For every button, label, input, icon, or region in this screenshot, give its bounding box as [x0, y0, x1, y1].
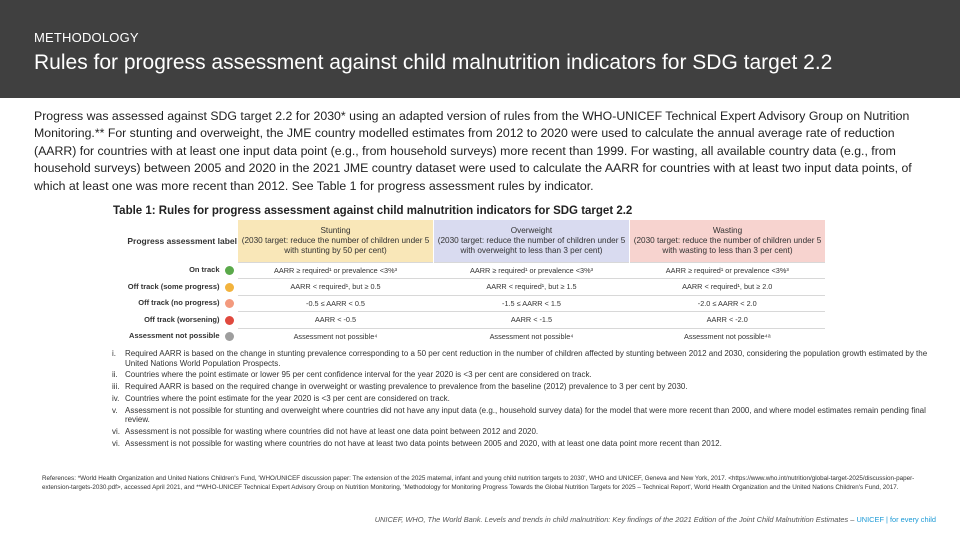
- footer-citation: [375, 515, 936, 524]
- table-caption: Table 1: Rules for progress assessment against child malnutrition indicators for SDG target 2.2: [113, 205, 633, 217]
- row-label: Assessment not possible: [113, 328, 238, 344]
- note-item: v. Assessment is not possible for stunting and overweight where countries did not have any input data (e.g., household survey data) for the model that were more recent than 2000, and where model estimates remain pending final review.: [112, 405, 926, 425]
- page-title: Rules for progress assessment against child malnutrition indicators for SDG target 2.2: [34, 51, 833, 74]
- table-cell: AARR < required¹, but ≥ 1.5: [434, 279, 630, 296]
- table-row-some-progress: [113, 279, 825, 296]
- column-header-stunting: [238, 220, 434, 262]
- rules-table: [113, 220, 825, 344]
- table-row-not-possible: [113, 328, 825, 344]
- row-label: Off track (worsening): [113, 312, 238, 329]
- column-target: (2030 target: reduce the number of children under 5 with overweight to less than 3 per cent): [437, 235, 626, 255]
- table-cell: AARR < -2.0: [630, 312, 826, 329]
- table-notes: [112, 349, 942, 451]
- intro-paragraph: Progress was assessed against SDG target 2.2 for 2030* using an adapted version of rules from the WHO-UNICEF Technical Expert Advisory Group on Nutrition Monitoring.** For stunting and overweight, the JME country modelled estimates from 2012 to 2020 were used to calculate the annual average rate of reduction (AARR) for countries with at least one input data point (e.g., from household surveys) more recent than 1999. For wasting, all available country data (e.g., from household surveys) between 2005 and 2020 in the 2021 JME country dataset were used to calculate the AARR for countries with at least two input data points, of which at least one was more recent than 2012. See Table 1 for progress assessment rules by indicator.: [34, 109, 912, 193]
- footer-text: UNICEF, WHO, The World Bank. Levels and trends in child malnutrition: Key findings of the 2021 Edition of the Joint Child Malnutrition Estimates –: [374, 515, 855, 524]
- status-dot-icon: [225, 283, 234, 292]
- table-cell: AARR ≥ required¹ or prevalence <3%³: [434, 262, 630, 279]
- table-row-worsening: [113, 312, 825, 329]
- table-cell: -1.5 ≤ AARR < 1.5: [434, 295, 630, 312]
- references: References: *World Health Organization and United Nations Children's Fund, 'WHO/UNICEF discussion paper: The extension of the 2025 maternal, infant and young child nutrition targets to 2030', WHO and UNICEF, Geneva and New York, 2017. <https://www.who.int/nutrition/global-target-2025/discussion-paper-extension-targets-2030.pdf>, accessed April 2021, and **WHO-UNICEF Technical Expert Advisory Group on Nutrition Monitoring, 'Methodology for Monitoring Progress Towards the Global Nutrition Targets for 2025 – Technical Report', World Health Organization and the United Nations Children's Fund, 2017.: [42, 475, 915, 491]
- section-label: METHODOLOGY: [34, 30, 139, 45]
- status-dot-icon: [225, 332, 234, 341]
- table-cell: Assessment not possible⁴: [434, 328, 630, 344]
- table-cell: Assessment not possible⁴ᵃ: [630, 328, 826, 344]
- table-cell: AARR < required¹, but ≥ 0.5: [238, 279, 434, 296]
- status-dot-icon: [225, 266, 234, 275]
- note-item: vi. Assessment is not possible for wasting where countries did not have at least one data point between 2012 and 2020.: [112, 427, 539, 437]
- table-cell: Assessment not possible⁴: [238, 328, 434, 344]
- note-item: vi. Assessment is not possible for wasting where countries do not have at least two data points between 2005 and 2020, with at least one data point more recent than 2012.: [112, 438, 722, 448]
- note-item: iv. Countries where the point estimate for the year 2020 is <3 per cent are considered on track.: [112, 393, 450, 403]
- header-bar: [0, 0, 960, 98]
- table-cell: -0.5 ≤ AARR < 0.5: [238, 295, 434, 312]
- note-item: i. Required AARR is based on the change in stunting prevalence corresponding to a 50 per cent reduction in the number of children affected by stunting between 2012 and 2030, considering the population growth estimated by the United Nations World Population Prospects.: [112, 349, 928, 368]
- table-cell: AARR ≥ required¹ or prevalence <3%³: [238, 262, 434, 279]
- note-item: iii. Required AARR is based on the required change in overweight or wasting prevalence to prevalence from the baseline (2012) prevalence to 3 per cent by 2030.: [112, 382, 688, 392]
- row-label: Off track (no progress): [113, 295, 238, 312]
- row-label: Off track (some progress): [113, 279, 238, 296]
- table-row-no-progress: [113, 295, 825, 312]
- table-cell: AARR < -1.5: [434, 312, 630, 329]
- row-header: Progress assessment label: [127, 236, 237, 246]
- column-target: (2030 target: reduce the number of children under 5 with wasting to less than 3 per cent): [633, 235, 822, 255]
- status-dot-icon: [225, 299, 234, 308]
- table-row-on-track: [113, 262, 825, 279]
- note-item: ii. Countries where the point estimate or lower 95 per cent confidence interval for the year 2020 is <3 per cent are considered on track.: [112, 370, 592, 380]
- table-cell: AARR < -0.5: [238, 312, 434, 329]
- column-header-wasting: [630, 220, 826, 262]
- column-header-overweight: [434, 220, 630, 262]
- table-cell: AARR < required¹, but ≥ 2.0: [630, 279, 826, 296]
- status-dot-icon: [225, 316, 234, 325]
- rules-table-container: [110, 202, 950, 344]
- footer-brand[interactable]: UNICEF | for every child: [856, 515, 936, 524]
- row-label: On track: [113, 262, 238, 279]
- table-cell: -2.0 ≤ AARR < 2.0: [630, 295, 826, 312]
- column-target: (2030 target: reduce the number of children under 5 with stunting by 50 per cent): [241, 235, 430, 255]
- column-name: Stunting: [320, 225, 351, 235]
- table-cell: AARR ≥ required¹ or prevalence <3%³: [630, 262, 826, 279]
- column-name: Overweight: [510, 225, 553, 235]
- column-name: Wasting: [712, 225, 743, 235]
